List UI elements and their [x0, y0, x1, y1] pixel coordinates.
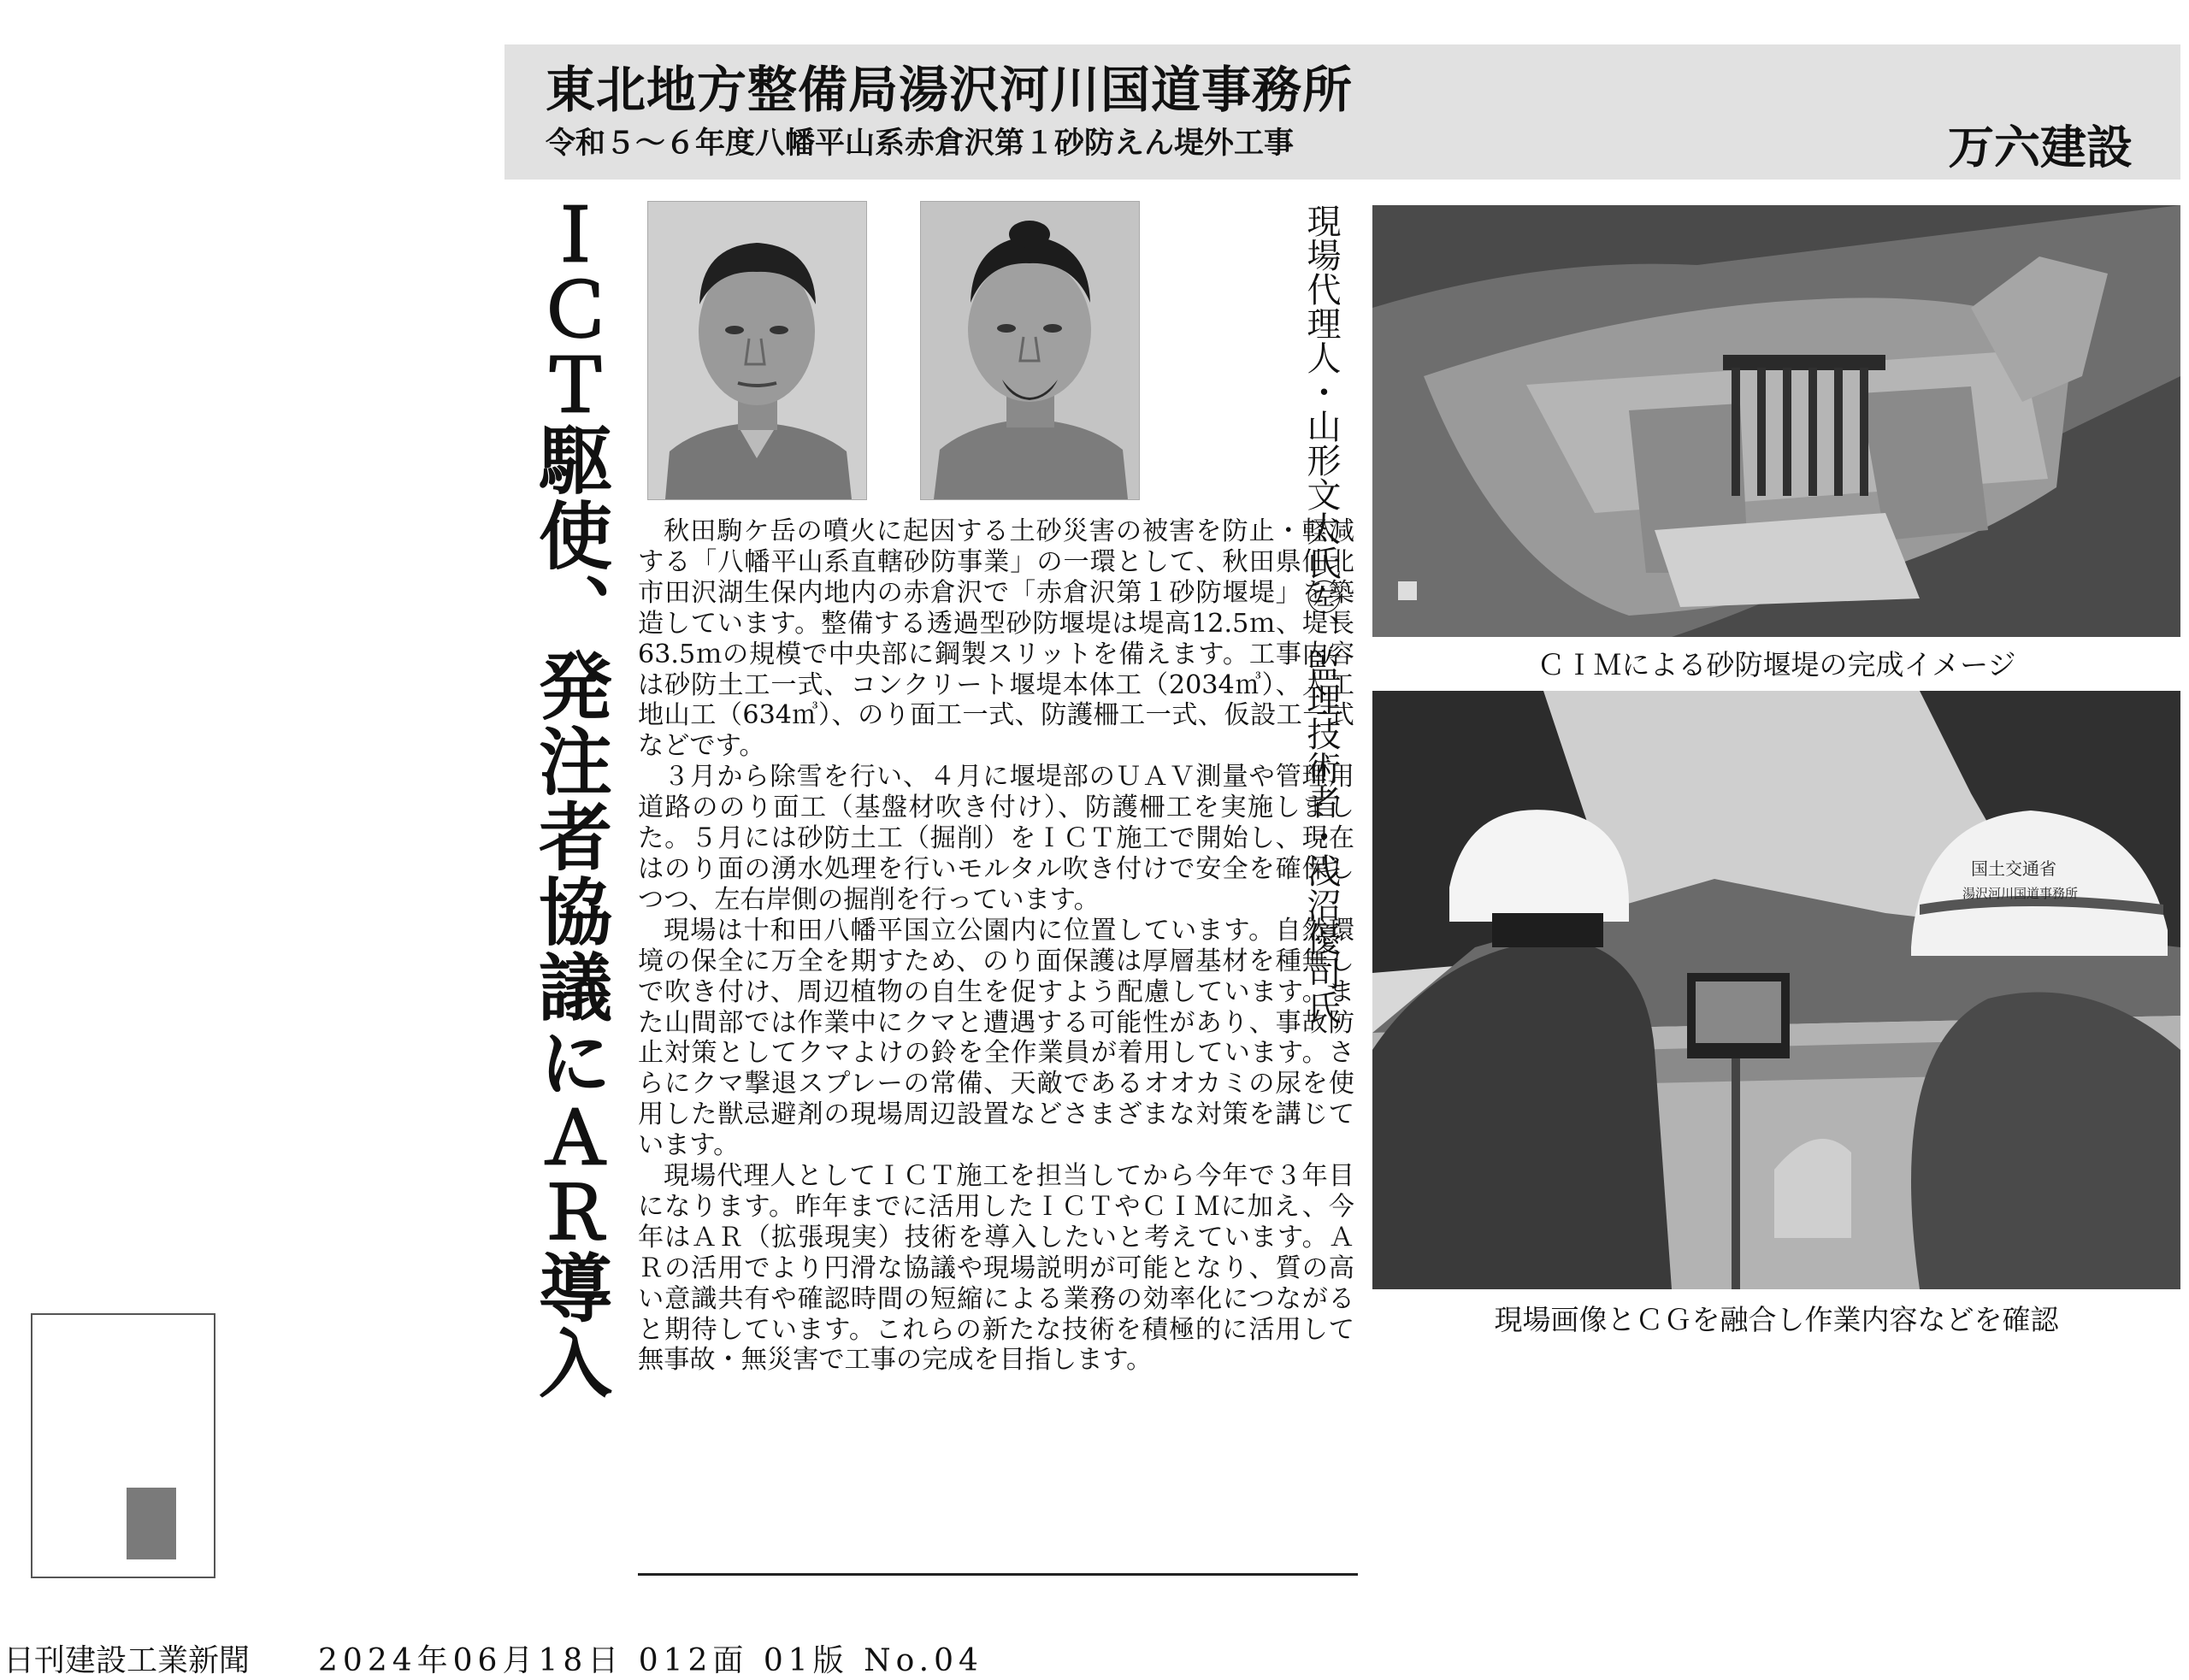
body-paragraph: ３月から除雪を行い、４月に堰堤部のＵＡＶ測量や管理用道路ののり面工（基盤材吹き付け）、防護柵工を実施しました。５月には砂防土工（掘削）をＩＣＴ施工で開始し、現在はのり面の湧水処理を行いモルタル吹き付けで安全を確保しつつ、左右岸側の掘削を行っています。: [638, 762, 1354, 915]
helmet-text: 国土交通省: [1971, 858, 2056, 879]
company-name: 万六建設: [1948, 121, 2133, 174]
site-photo: [1372, 691, 2180, 1289]
article-body: [638, 516, 1354, 1376]
article-headline: ＩＣＴ駆使、発注者協議にＡＲ導入: [526, 197, 612, 1400]
cim-image: [1372, 205, 2180, 637]
newspaper-name: 日刊建設工業新聞: [3, 1643, 251, 1678]
article-end-rule: [638, 1573, 1358, 1576]
project-title: 令和５～６年度八幡平山系赤倉沢第１砂防えん堤外工事: [546, 127, 1295, 161]
site-photo-caption: 現場画像とＣＧを融合し作業内容などを確認: [1494, 1303, 2059, 1336]
body-paragraph: 現場は十和田八幡平国立公園内に位置しています。自然環境の保全に万全を期すため、のり面保護は厚層基材を種無しで吹き付け、周辺植物の自生を促すよう配慮しています。また山間部では作業中にクマと遭遇する可能性があり、事故防止対策としてクマよけの鈴を全作業員が着用しています。さらにクマ撃退スプレーの常備、天敵であるオオカミの尿を使用した獣忌避剤の現場周辺設置などさまざまな対策を講じています。: [638, 915, 1354, 1161]
header-band: [504, 44, 2180, 180]
footer-line: [3, 1636, 983, 1680]
helmet-subtext: 湯沢河川国道事務所: [1962, 886, 2079, 901]
body-paragraph: 秋田駒ケ岳の噴火に起因する土砂災害の被害を防止・軽減する「八幡平山系直轄砂防事業」の一環として、秋田県仙北市田沢湖生保内地内の赤倉沢で「赤倉沢第１砂防堰堤」を築造しています。整備する透過型砂防堰堤は堤高12.5ｍ、堤長63.5ｍの規模で中央部に鋼製スリットを備えます。工事内容は砂防土工一式、コンクリート堰堤本体工（2034㎥）、人工地山工（634㎥）、のり面工一式、防護柵工一式、仮設工一式などです。: [638, 516, 1354, 762]
cim-caption: ＣＩＭによる砂防堰堤の完成イメージ: [1537, 648, 2016, 681]
body-paragraph: 現場代理人としてＩＣＴ施工を担当してから今年で３年目になります。昨年までに活用したＩＣＴやＣＩＭに加え、今年はＡＲ（拡張現実）技術を導入したいと考えています。ＡＲの活用でより円滑な協議や現場説明が可能となり、質の高い意識共有や確認時間の短縮による業務の効率化につながると期待しています。これらの新たな技術を積極的に活用して無事故・無災害で工事の完成を目指します。: [638, 1161, 1354, 1376]
portrait-left: [647, 201, 867, 500]
issue-info: 2024年06月18日 012面 01版 No.04: [318, 1643, 983, 1678]
portrait-caption: 現場代理人・山形文太氏㊧、監理技術者・浅沼優司氏: [1301, 203, 1341, 1024]
portrait-right: [920, 201, 1140, 500]
ad-placeholder-box: [31, 1313, 215, 1578]
organization-title: 東北地方整備局湯沢河川国道事務所: [546, 61, 1354, 119]
ad-mark: [127, 1488, 176, 1559]
